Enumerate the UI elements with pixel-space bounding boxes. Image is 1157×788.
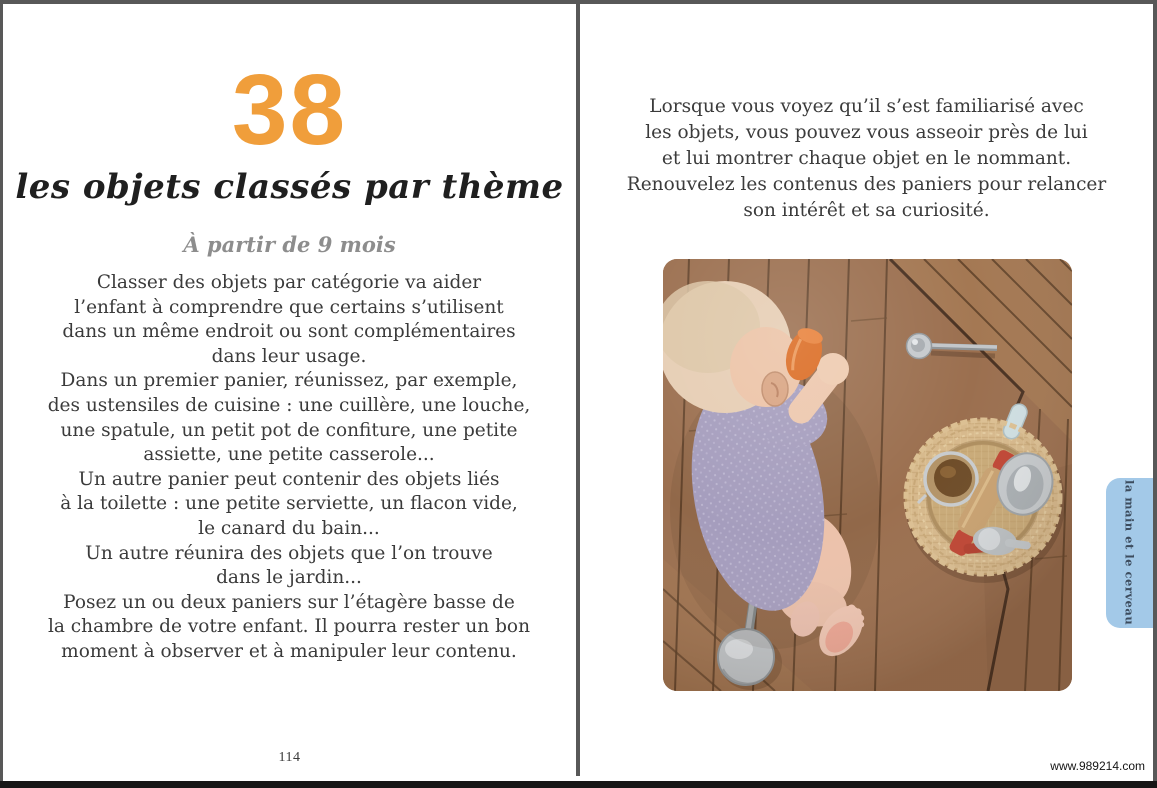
baby-photo-illustration <box>663 259 1072 691</box>
text-line: à la toilette : une petite serviette, un flacon vide, <box>60 493 518 515</box>
body-text <box>39 271 539 665</box>
spread-inner <box>3 4 1153 782</box>
lesson-title: les objets classés par thème <box>15 167 564 207</box>
text-line: Un autre réunira des objets que l’on trouve <box>85 542 493 564</box>
right-page <box>580 4 1153 776</box>
text-line: son intérêt et sa curiosité. <box>743 200 990 221</box>
text-line: Lorsque vous voyez qu’il s’est familiarisé avec <box>649 96 1084 117</box>
chapter-tab <box>1106 478 1153 628</box>
text-line: dans le jardin... <box>216 567 362 589</box>
text-line: une spatule, un petit pot de confiture, une petite <box>60 419 518 441</box>
text-line: dans leur usage. <box>211 345 367 367</box>
left-page <box>3 4 576 776</box>
age-subtitle: À partir de 9 mois <box>183 232 396 257</box>
text-line: Posez un ou deux paniers sur l’étagère basse de <box>63 591 515 613</box>
text-line: l’enfant à comprendre que certains s’utilisent <box>74 296 504 318</box>
text-line: Dans un premier panier, réunissez, par exemple, <box>60 370 518 392</box>
text-line: dans un même endroit ou sont complémentaires <box>62 321 516 343</box>
baby-photo <box>663 259 1072 691</box>
chapter-tab-label: la main et le cerveau <box>1122 480 1137 626</box>
text-line: Classer des objets par catégorie va aider <box>96 272 482 293</box>
page-number: 114 <box>278 750 301 765</box>
lesson-number: 38 <box>231 54 348 166</box>
text-line: moment à observer et à manipuler leur contenu. <box>61 640 517 662</box>
bottom-bar <box>0 781 1157 788</box>
text-line: des ustensiles de cuisine : une cuillère, une louche, <box>47 394 531 416</box>
text-line: les objets, vous pouvez vous asseoir près de lui <box>645 122 1088 143</box>
text-line: le canard du bain... <box>198 517 380 539</box>
text-line: Un autre panier peut contenir des objets liés <box>78 468 500 490</box>
text-line: Renouvelez les contenus des paniers pour relancer <box>626 174 1107 195</box>
text-line: assiette, une petite casserole... <box>143 444 435 466</box>
text-line: et lui montrer chaque objet en le nommant. <box>661 148 1072 169</box>
watermark: www.989214.com <box>1050 759 1145 773</box>
intro-text <box>613 94 1120 224</box>
text-line: la chambre de votre enfant. Il pourra rester un bon <box>47 616 530 638</box>
